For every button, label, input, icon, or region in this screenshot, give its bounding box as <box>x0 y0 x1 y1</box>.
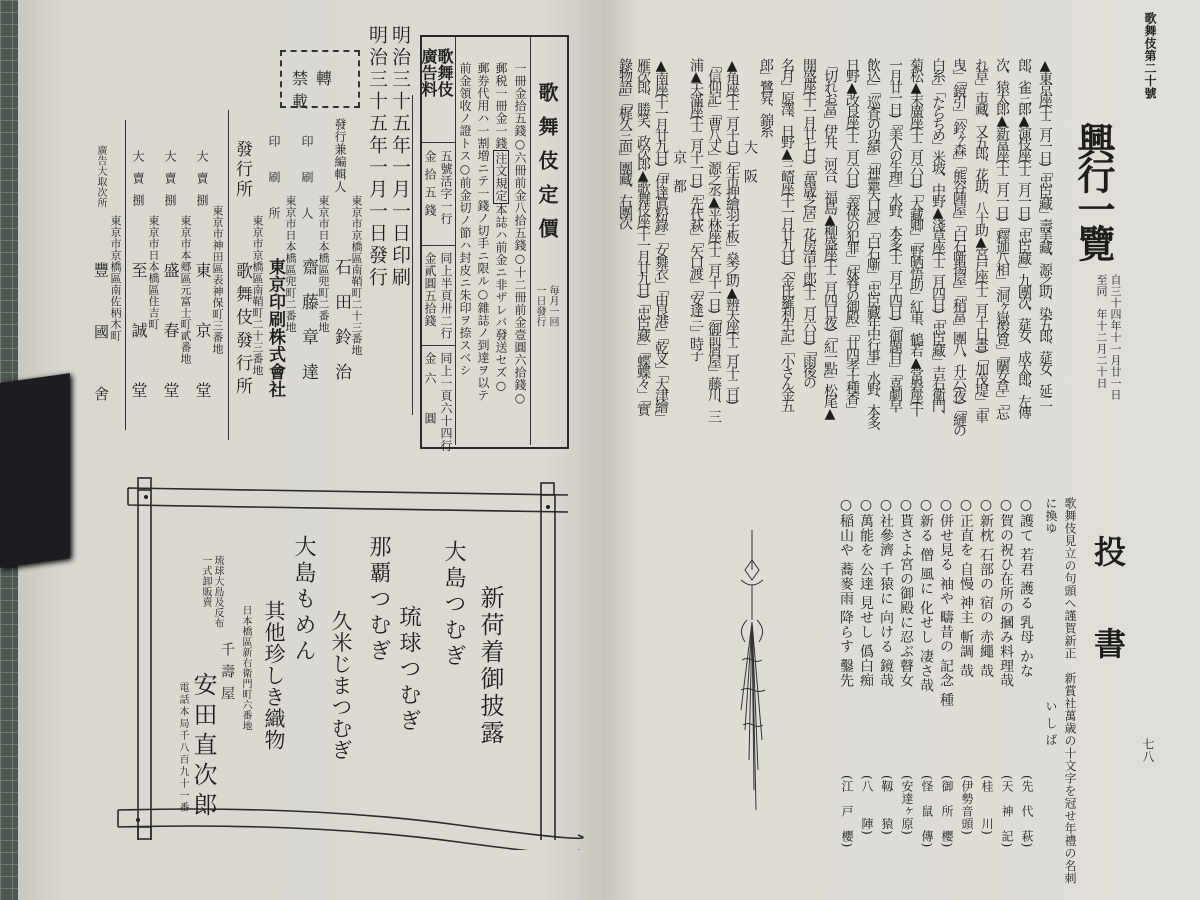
right-page <box>602 0 1200 900</box>
play-title: (八 陣) <box>860 775 874 836</box>
listing-line: ▲東京座(十二月一日)「忠臣藏」壽美藏、源之助、染五郎、莚女、延二 <box>1037 58 1053 406</box>
kyoto-heading: 京 都 <box>671 150 687 194</box>
ad-rate-price: 金貳圓五拾錢 <box>423 252 437 327</box>
left-page <box>18 0 602 900</box>
play-title: (江 戸 櫻) <box>840 775 854 848</box>
colophon-address: 東京市京橋區南鞘町二十三番地 <box>350 195 363 356</box>
distributor-address: 東京市神田區表神保町三番地 <box>211 205 224 355</box>
poem: ○新枕 石部の 宿の 赤繩 哉 <box>978 497 994 679</box>
page-number: 七八 <box>1141 738 1155 763</box>
listing-line: ▲角座(十二月十日)「年市押繪羽子板」燊之助▲辨天座(十二月十二日) <box>724 58 740 402</box>
contributions-intro: に換ゆ <box>1044 497 1058 535</box>
no-reprint-stamp <box>280 50 360 111</box>
date-from: 自三十四年十一月廿一日 <box>1109 274 1122 401</box>
colophon-label: 發行兼編輯人 <box>333 118 347 193</box>
hanging-ornament-illustration <box>727 530 777 815</box>
ad-item: 那覇つむぎ <box>366 535 391 665</box>
listing-line: れ草」市藏、又五郎、花助、八十助▲宮戸座(十二月十日晝)「加茂堤」「車 <box>973 58 989 421</box>
ad-item: 大島もめん <box>291 535 316 665</box>
listing-line: 日野▲改良座(十二月六日)「義俠の犯罪」「妹脊の御殿」「廿四孝十種香」 <box>844 58 860 414</box>
distributor-name: 至 誠 堂 <box>129 262 148 412</box>
postage-text: 郵税一冊金一錢 <box>494 62 508 150</box>
poem: ○賀の祝ひ在所の摑み料理哉 <box>998 497 1014 688</box>
divider <box>530 37 531 445</box>
print-date: 明治三十五年一月一日印刷 <box>389 25 411 289</box>
frequency-text: 毎月一回 <box>547 285 558 327</box>
ad-rates-title: 廣告料 <box>419 48 438 98</box>
order-rule-text: 本誌ハ前金ニ非ザレバ發送セズ○ <box>494 203 508 393</box>
divider <box>422 345 455 346</box>
listing-line: 白糸」「たらちめ」米坡、中野▲淺草座(十二月四日)「忠臣藏」吉右衛門、 <box>930 58 946 421</box>
distributor-address: 東京市京橋區南佐柄木町 <box>109 215 122 342</box>
distributor-label: 大賣捌 <box>195 150 209 216</box>
colophon-label: 發行所 <box>232 140 252 200</box>
play-title: (御 所 櫻) <box>940 775 954 848</box>
listing-line: 次、猿太郎▲新富座(十二月一日)「釋迦八相」「洞ヶ嶽俊寛」「關女草」「忘 <box>994 58 1010 418</box>
colophon-address: 東京市日本橋區兜町二番地 <box>284 195 297 333</box>
poem: ○稲山や 蕎麥雨 降らす 鑿先 <box>838 497 854 688</box>
frequency-text: 一日發行 <box>534 285 545 327</box>
ad-item: 久米じまつむぎ <box>329 610 353 761</box>
ad-rate-price: 金六 圓 <box>423 352 437 432</box>
distributor-label: 廣告大取次所 <box>95 145 106 208</box>
play-title: (桂 川) <box>980 775 994 836</box>
ad-rate-spec: 同上一頁六十四行 <box>439 352 453 452</box>
distributor-name: 豐 國 舍 <box>92 262 110 417</box>
listing-line: 菊松▲末廣座(十二月六日)「大藏卿」「野晒悟助」紅車、鶴若▲常磐座(十 <box>908 58 924 415</box>
poem: ○貰さよ宮の御殿に忍ぶ瞽女 <box>898 497 914 688</box>
colophon-label: 印 刷 所 <box>267 135 281 225</box>
price-line: 前金領收ノ證トス○前金切ノ節ハ封皮ニ朱印ヲ捺スベシ <box>458 62 472 377</box>
ad-headline: 新荷着御披露 <box>476 585 504 747</box>
black-object <box>0 373 70 568</box>
colophon-label: 印 刷 人 <box>300 135 314 225</box>
ad-item: 其他珍しき織物 <box>262 600 286 751</box>
divider <box>228 110 229 440</box>
printing-company: 東京印刷株式會社 <box>265 258 285 398</box>
ad-specialty: 一式卸販賣 <box>200 555 211 608</box>
publisher-name: 歌舞伎發行所 <box>232 262 252 400</box>
issue-header: 歌舞伎第二十號 <box>1143 12 1157 100</box>
listing-line: 一月廿一日)「美人の生理」水野、本多(十二月十四日)「御題目」「喜劇早 <box>887 58 903 411</box>
printer-name: 齋 藤 章 達 <box>298 258 318 381</box>
listing-line: 浦▲天滿座(十二月十一日)「先代萩」「矢口渡」「安達三」時子 <box>688 58 704 359</box>
price-title: 歌舞伎定價 <box>535 82 559 252</box>
play-title: (先 代 萩) <box>1020 775 1034 848</box>
poem: ○新る 僧 風に 化せし 凄さ哉 <box>918 497 934 693</box>
ad-rate-spec: 五號活字一行 <box>439 150 453 225</box>
listings-title: 興行一覽 <box>1071 122 1116 258</box>
listing-line: 名月」原澤、日野▲三崎座(十一月廿九日)「金比羅利生記」「小さん金五 <box>779 58 795 410</box>
divider <box>412 95 413 415</box>
poem: ○社參濟 千猿に 向ける 鏡哉 <box>878 497 894 688</box>
listing-line: 錄物語」「梶久三面」團藏、右團次 <box>617 58 633 227</box>
distributor-label: 大賣捌 <box>163 150 177 216</box>
stamp-text: 禁轉載 <box>292 69 341 111</box>
ad-specialty: 琉球大島及反布 <box>212 555 223 629</box>
ad-address: 日本橋區新右衛門町六番地 <box>240 605 251 731</box>
divider <box>422 142 455 143</box>
publish-date: 明治三十五年一月一日發行 <box>366 25 388 289</box>
ad-owner-name: 安田直次郎 <box>189 672 217 822</box>
contributions-title: 投 書 <box>1089 535 1127 673</box>
ad-item: 大島つむぎ <box>441 540 466 670</box>
date-to: 至同 年十二月二十日 <box>1095 274 1108 389</box>
distributor-address: 東京市日本橋區住吉町 <box>147 215 160 330</box>
contributions-intro: 歌舞伎見立の句頭へ謹賀新正 <box>1063 497 1077 660</box>
order-rules-label: 注文規定 <box>494 151 508 202</box>
distributor-address: 東京市本郷區元富士町貳番地 <box>179 215 192 365</box>
distributor-name: 盛 春 堂 <box>161 262 180 412</box>
ad-rates-title: 歌舞伎 <box>435 48 454 98</box>
ad-shop-name: 千壽屋 <box>219 642 235 708</box>
listing-line: 「信仰記」「曹八丈」源之丞▲平林座(十二月十一日)「御前屑屋」藤川、三 <box>706 58 722 421</box>
play-title: (靱 猿) <box>880 775 894 836</box>
poem: ○正直を 自慢 神主 斬調 哉 <box>958 497 974 679</box>
price-line: 郵券代用ハ一割増ニテ一錢ノ切手ニ限ル○雜誌ノ到達ヲ以テ <box>476 62 490 402</box>
divider <box>125 120 126 430</box>
divider <box>455 37 456 445</box>
divider <box>422 245 455 246</box>
listing-line: 郎、雀三郎▲演伎座(十二月一日)「忠臣藏」九團次、莚女、成太郎、左傳 <box>1016 58 1032 417</box>
osaka-heading: 大 阪 <box>742 140 758 184</box>
contributor-name: い し ば <box>1044 700 1058 747</box>
ad-rate-price: 金拾五錢 <box>423 150 437 222</box>
price-line <box>495 62 507 393</box>
play-title: (安達ヶ原) <box>900 775 914 836</box>
listing-line: 開盛座(十一月廿七日)「萬歳芝居」花房清十郎(十二月六日)「雨後の <box>801 58 817 387</box>
colophon-address: 東京市京橋區南鞘町二十三番地 <box>251 215 264 376</box>
poem: ○併せ見る 袖や 疇昔の 記念 種 <box>938 497 954 708</box>
distributor-name: 東 京 堂 <box>193 262 212 412</box>
listing-line: 雁次郎、勝笑、政次郎▲歌舞伎座(十一月廿九日)「忠臣藏」「蝶蝶々」「實 <box>635 58 651 414</box>
listing-line: ▲南座(十一月廿九日)「伊達眞粉錄」「女舞衣」「由良港」「乾叉」「大津繪」 <box>653 58 669 422</box>
ad-phone: 電話本局千八百九十一番 <box>177 682 188 814</box>
contributions-intro: 新賞社萬歳の十文字を冠せ年禮の名刺 <box>1063 672 1077 885</box>
listing-line: 飲込」「巡査の功績」「神靈矢口渡」「白石噺」「忠臣藏年中行事」水野、本多、 <box>865 58 881 437</box>
ad-item: 琉球つむぎ <box>396 605 421 735</box>
price-line: 一冊金拾五錢○六冊前金八拾五錢○十二冊前金壹圓六拾錢○ <box>513 62 527 406</box>
colophon-address: 東京市日本橋區兜町二番地 <box>317 195 330 333</box>
distributor-label: 大賣捌 <box>131 150 145 216</box>
listing-line: 曳」「鏡引」「鈴ヶ森」「熊谷陣屋」「白石噺揚屋」「稍富」團八、升六(夜)「縺の <box>951 58 967 435</box>
listing-line: 「切れお富」伊井、河合、福島▲柳盛座(十二月四日夜)「紅一點」松尾▲ <box>822 58 838 419</box>
play-title: (怪 鼠 傳) <box>920 775 934 848</box>
editor-name: 石 田 鈴 治 <box>331 258 351 381</box>
ad-rate-spec: 同上半頁卅二行 <box>439 252 453 340</box>
listing-line: 郎」鷺昇、錦糸 <box>758 58 774 135</box>
play-title: (伊勢音頭) <box>960 775 974 836</box>
play-title: (天 神 記) <box>1000 775 1014 848</box>
poem: ○護て 若君 護る 乳母 かな <box>1018 497 1034 679</box>
poem: ○萬能を 公達 見せし 僞白痴 <box>858 497 874 688</box>
